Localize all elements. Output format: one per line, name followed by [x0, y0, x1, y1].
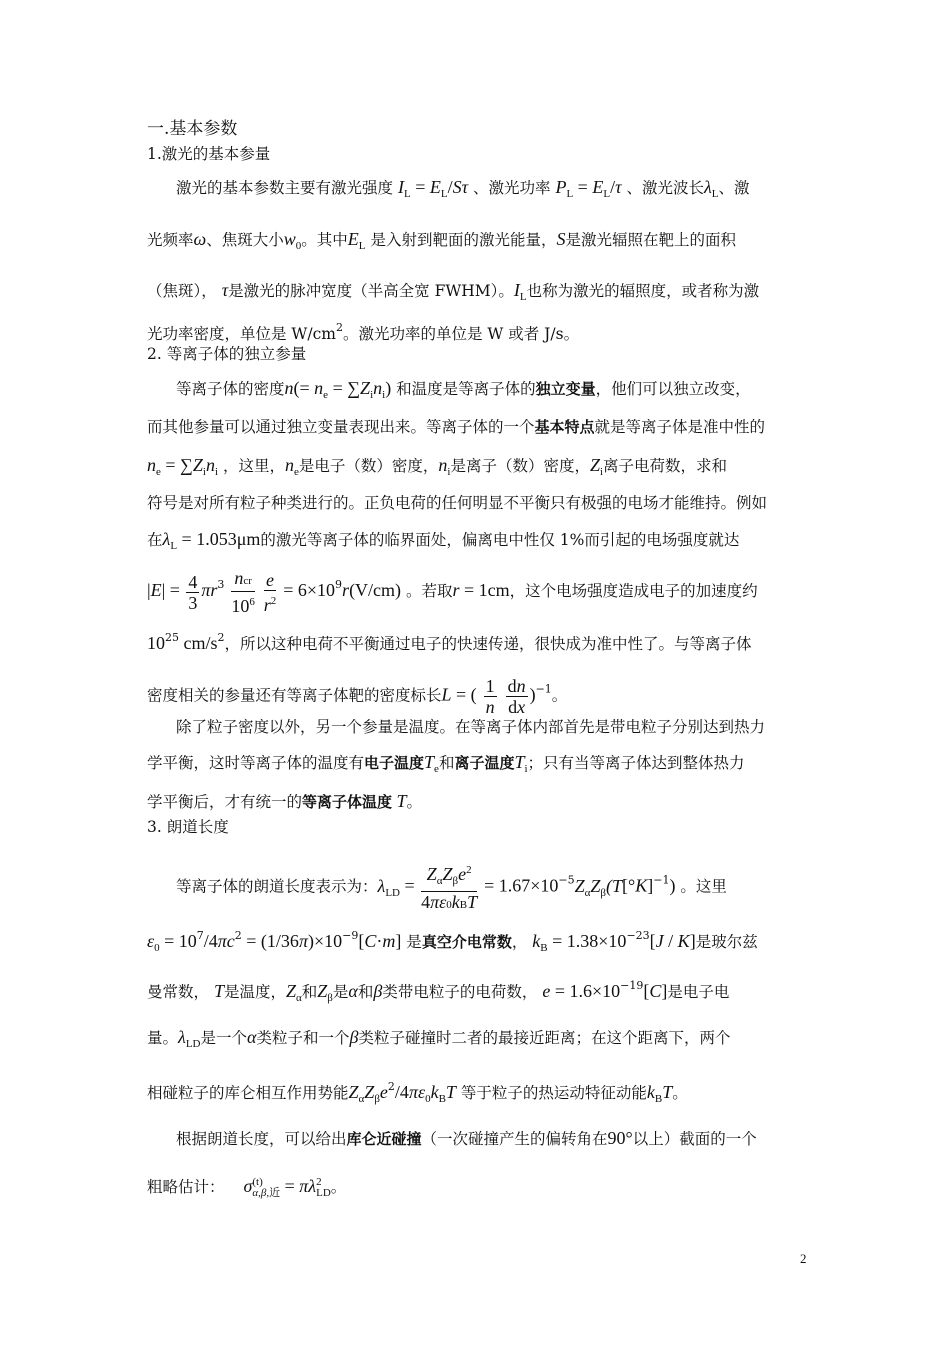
paragraph-line: |E| = $\frac{4}{3}$ $\pi r^3$ $\frac{\text{ncr}}{10^6}$ $\frac{e}{r^2}$ = $6\times 10^9r(V/cm)$ 。若取r = 1cm，这个电场强度造成电子的加速度约: [147, 568, 758, 616]
paragraph-line: 除了粒子密度以外，另一个参量是温度。在等离子体内部首先是带电粒子分别达到热力: [176, 718, 766, 736]
paragraph-line: 学平衡，这时等离子体的温度有电子温度$T_e$和离子温度$T_i$；只有当等离子体达到整体热力: [147, 752, 745, 775]
paragraph-line: 学平衡后，才有统一的等离子体温度 T。: [147, 791, 423, 811]
paragraph-line: $n_e = \sum Z_in_i$ ，这里，$n_e$是电子（数）密度，$n_i$是离子（数）密度，$Z_i$离子电荷数，求和: [147, 455, 728, 478]
section-1-title: 一.基本参数: [147, 119, 238, 139]
page-number: 2: [800, 1251, 807, 1266]
subsection-1-title: 1.激光的基本参量: [147, 145, 271, 163]
paragraph-line: 量。$\lambda_{LD}$是一个α类粒子和一个β类粒子碰撞时二者的最接近距离；在这个距离下，两个: [147, 1027, 731, 1050]
subsection-2-title: 2. 等离子体的独立参量: [147, 345, 307, 363]
paragraph-line: 激光的基本参数主要有激光强度 $I_L = E_L/S\tau$ 、激光功率 $P_L = E_L/\tau$ 、激光波长$\lambda_L$、激: [176, 177, 750, 200]
paragraph-line: 等离子体的密度$n(= n_e = \sum Z_in_i)$ 和温度是等离子体的独立变量，他们可以独立改变，: [176, 378, 751, 401]
paragraph-line: 等离子体的朗道长度表示为：$\lambda_{LD}$ = $\frac{Z_\alpha Z_\beta e^2}{\text{4πε0kBT}}$ = $1.67\times 10^{-5}Z_\alpha Z_\beta(T[^\circ K]^{-1})$ 。这里: [176, 860, 727, 915]
paragraph-line: 符号是对所有粒子种类进行的。正负电荷的任何明显不平衡只有极强的电场才能维持。例如: [147, 494, 768, 512]
paragraph-line: 光功率密度，单位是 $W/cm^2$。激光功率的单位是 W 或者 J/s。: [147, 321, 580, 343]
paragraph-line: 粗略估计： σ (t) α,β,近 = πλ 2 LD 。: [147, 1176, 347, 1199]
paragraph-line: 在$\lambda_L = 1.053\mu m$的激光等离子体的临界面处，偏离电中性仅 1%而引起的电场强度就达: [147, 529, 740, 552]
paragraph-line: 而其他参量可以通过独立变量表现出来。等离子体的一个基本特点就是等离子体是准中性的: [147, 418, 766, 436]
paragraph-line: 曼常数， T是温度，$Z_\alpha$和$Z_\beta$是α和β类带电粒子的电荷数， $e = 1.6\times 10^{-19}[C]$是电子电: [147, 979, 730, 1004]
paragraph-line: 相碰粒子的库仑相互作用势能$Z_\alpha Z_\beta e^2/4\pi\varepsilon_0k_BT$ 等于粒子的热运动特征动能$k_BT$。: [147, 1080, 688, 1105]
subsection-3-title: 3. 朗道长度: [147, 818, 229, 836]
paragraph-line: 根据朗道长度，可以给出库仑近碰撞（一次碰撞产生的偏转角在90°以上）截面的一个: [176, 1128, 757, 1148]
paragraph-line: $\varepsilon_0 = 10^7/4\pi c^2 = (1/36\pi)\times 10^{-9}[C\cdot m]$ 是真空介电常数， $k_B = 1.38\times 10^{-23}[J / K]$是玻尔兹: [147, 929, 758, 954]
paragraph-line: $10^{25}$ $cm/s^2$，所以这种电荷不平衡通过电子的快速传递，很快成为准中性了。与等离子体: [147, 631, 752, 653]
paragraph-line: 密度相关的参量还有等离子体靶的密度标长L = ( $\frac{1}{n}$ $\frac{dn}{dx}$ )$^{-1}$。: [147, 676, 568, 717]
paragraph-line: 光频率ω、焦斑大小$w_0$。其中$E_L$ 是入射到靶面的激光能量，S是激光辐照在靶上的面积: [147, 229, 736, 252]
paragraph-line: （焦斑）， τ是激光的脉冲宽度（半高全宽 FWHM）。$I_L$也称为激光的辐照度，或者称为激: [147, 280, 760, 303]
